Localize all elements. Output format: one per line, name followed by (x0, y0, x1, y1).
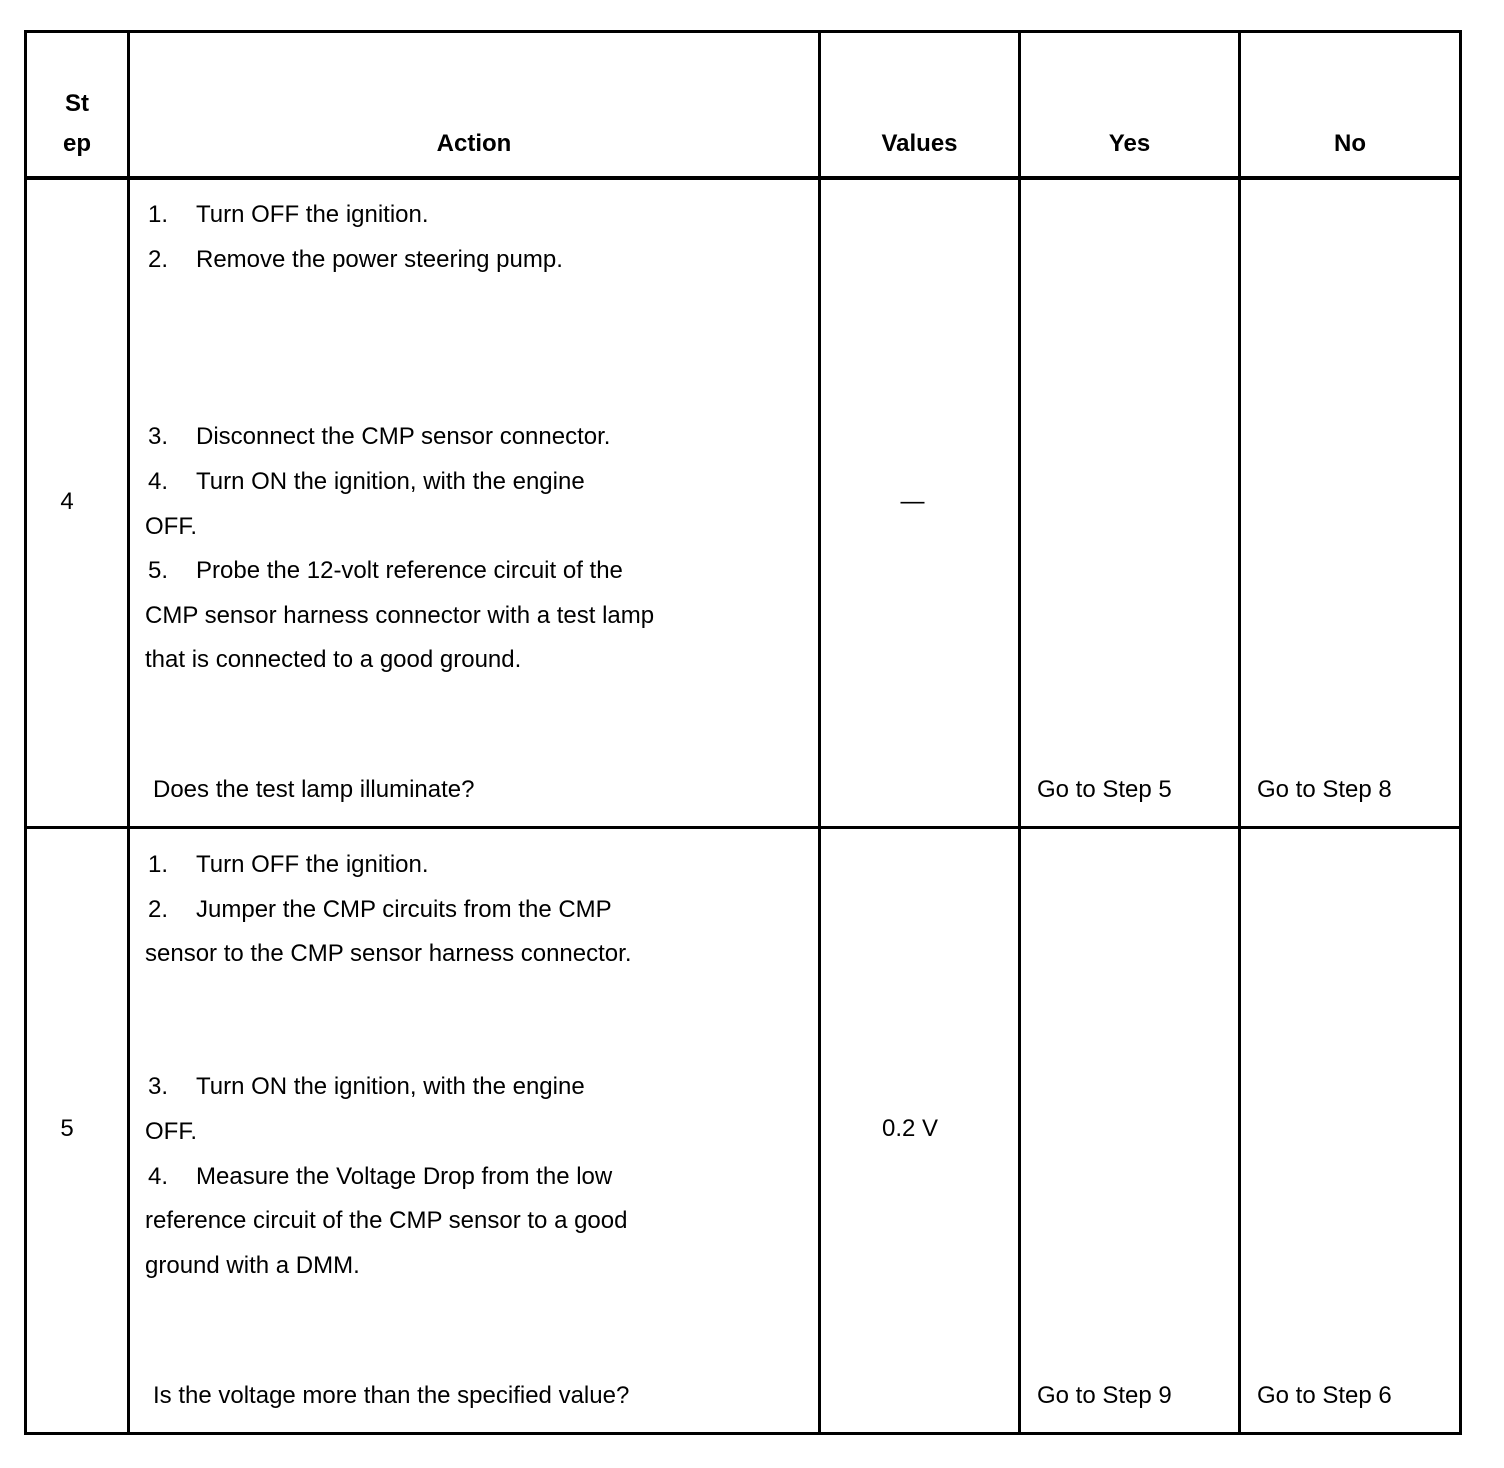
header-yes: Yes (1108, 130, 1151, 157)
action-item-text: Turn OFF the ignition. (196, 201, 429, 228)
table-right-border (1459, 30, 1462, 1435)
action-item-continuation: that is connected to a good ground. (145, 646, 522, 673)
col-divider-yes (1238, 30, 1241, 1435)
action-item-number: 1. (148, 851, 169, 878)
row-yes-link[interactable]: Go to Step 9 (1037, 1382, 1172, 1409)
action-item-text: Turn ON the ignition, with the engine (196, 1073, 585, 1100)
header-no: No (1334, 130, 1366, 157)
row-no-link[interactable]: Go to Step 8 (1257, 776, 1392, 803)
row-yes-link[interactable]: Go to Step 5 (1037, 776, 1172, 803)
action-item (148, 1073, 585, 1101)
action-item (148, 246, 563, 274)
table-top-border (24, 30, 1462, 33)
action-item-number: 2. (148, 896, 169, 923)
row-step-number: 5 (60, 1115, 74, 1142)
action-item-number: 3. (148, 423, 169, 450)
action-item (148, 896, 612, 924)
action-item-text: Probe the 12-volt reference circuit of the (196, 557, 623, 584)
action-item (148, 423, 610, 451)
action-item-continuation: sensor to the CMP sensor harness connector. (145, 940, 632, 967)
header-action: Action (436, 130, 512, 157)
row-question: Is the voltage more than the specified value? (153, 1382, 630, 1409)
action-item-text: Remove the power steering pump. (196, 246, 563, 273)
action-item (148, 557, 623, 585)
col-divider-action (818, 30, 821, 1435)
table-bottom-border (24, 1432, 1462, 1435)
action-item-number: 4. (148, 468, 169, 495)
header-values: Values (881, 130, 958, 157)
action-item-continuation: reference circuit of the CMP sensor to a good (145, 1207, 628, 1234)
action-item-text: Turn ON the ignition, with the engine (196, 468, 585, 495)
action-item-text: Turn OFF the ignition. (196, 851, 429, 878)
header-step-line2: ep (62, 130, 91, 157)
header-bottom-border (24, 176, 1462, 180)
action-item-continuation: OFF. (145, 513, 197, 540)
row-question: Does the test lamp illuminate? (153, 776, 475, 803)
action-item-number: 3. (148, 1073, 169, 1100)
row-value: 0.2 V (881, 1115, 939, 1142)
row-value: — (900, 488, 925, 515)
row-no-link[interactable]: Go to Step 6 (1257, 1382, 1392, 1409)
action-item-number: 4. (148, 1163, 169, 1190)
action-item (148, 468, 585, 496)
row-divider (24, 826, 1462, 829)
action-item (148, 1163, 612, 1191)
col-divider-values (1018, 30, 1021, 1435)
action-item-number: 1. (148, 201, 169, 228)
action-item-text: Jumper the CMP circuits from the CMP (196, 896, 612, 923)
action-item-text: Measure the Voltage Drop from the low (196, 1163, 613, 1190)
action-item-continuation: OFF. (145, 1118, 197, 1145)
col-divider-step (127, 30, 130, 1435)
row-step-number: 4 (60, 488, 74, 515)
diagnostic-table (24, 30, 1462, 1435)
table-left-border (24, 30, 27, 1435)
action-item-continuation: ground with a DMM. (145, 1252, 360, 1279)
action-item-number: 5. (148, 557, 169, 584)
action-item (148, 201, 429, 229)
action-item-text: Disconnect the CMP sensor connector. (196, 423, 611, 450)
header-step-line1: St (65, 90, 89, 117)
action-item (148, 851, 429, 879)
action-item-number: 2. (148, 246, 169, 273)
action-item-continuation: CMP sensor harness connector with a test lamp (145, 602, 655, 629)
